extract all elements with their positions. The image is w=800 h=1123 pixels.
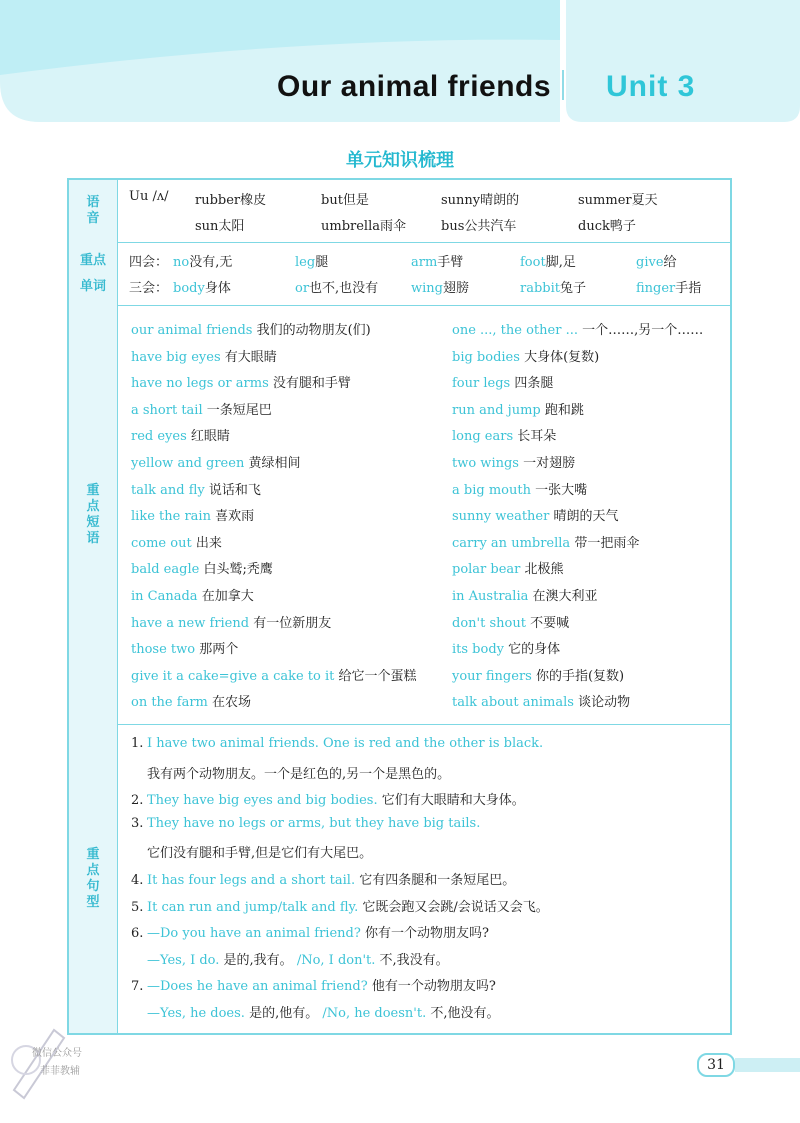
key-sentences-content xyxy=(117,724,730,1033)
sentence-chinese: 他有一个动物朋友吗? xyxy=(371,979,496,995)
phrase-item xyxy=(452,399,584,418)
phrase-item xyxy=(452,452,575,471)
phrase-chinese: 有大眼睛 xyxy=(224,349,277,365)
phonics-word: sun太阳 xyxy=(195,219,245,234)
phrase-english: have big eyes xyxy=(131,349,221,365)
section-title: 单元知识梳理 xyxy=(346,150,454,171)
phrase-item xyxy=(452,505,619,524)
sentence-chinese: 它有四条腿和一条短尾巴。 xyxy=(359,873,516,888)
key-phrases-row xyxy=(69,305,730,725)
phrase-chinese: 我们的动物朋友(们) xyxy=(256,323,371,338)
sentence-english: /No, I don't. xyxy=(296,952,376,968)
sentence-english: —Do you have an animal friend? xyxy=(147,926,361,942)
phrase-chinese: 出来 xyxy=(195,535,222,551)
three-skills-label: 三会： xyxy=(129,281,169,296)
key-word: arm手臂 xyxy=(411,255,464,270)
phonics-row xyxy=(69,180,730,243)
phrase-item xyxy=(452,372,553,391)
phrase-chinese: 不要喊 xyxy=(530,615,570,631)
phrase-english: carry an umbrella xyxy=(452,535,571,551)
watermark xyxy=(4,1020,134,1110)
phrase-chinese: 四条腿 xyxy=(514,376,554,392)
phrase-chinese: 你的手指(复数) xyxy=(535,668,625,684)
key-words-row xyxy=(69,242,730,306)
phrase-english: our animal friends xyxy=(131,323,253,338)
phrase-chinese: 在澳大利亚 xyxy=(532,589,598,604)
phrase-english: have no legs or arms xyxy=(131,376,269,392)
phrase-english: polar bear xyxy=(452,562,521,578)
phrase-chinese: 一条短尾巴 xyxy=(206,402,272,418)
phrase-english: big bodies xyxy=(452,349,520,365)
watermark-line2: 菲菲教辅 xyxy=(40,1066,80,1077)
phrase-english: in Australia xyxy=(452,589,529,604)
sentence-line: 7. —Does he have an animal friend? 他有一个动物朋友吗? xyxy=(131,979,496,995)
phrase-english: four legs xyxy=(452,376,511,392)
key-word: no没有,无 xyxy=(173,255,233,270)
phrase-english: a short tail xyxy=(131,402,203,418)
key-word: foot脚,足 xyxy=(520,255,576,270)
phrase-english: have a new friend xyxy=(131,615,250,631)
phrase-english: long ears xyxy=(452,429,514,445)
key-word: finger手指 xyxy=(636,281,702,296)
sentence-line xyxy=(131,949,449,968)
page-number-bar xyxy=(735,1058,800,1072)
page-number: 31 xyxy=(697,1053,735,1077)
phrase-chinese: 一对翅膀 xyxy=(523,456,576,471)
phrase-english: run and jump xyxy=(452,402,541,418)
sentence-english: They have big eyes and big bodies. xyxy=(147,793,378,809)
sentence-chinese: 不,他没有。 xyxy=(430,1006,500,1021)
phrase-english: yellow and green xyxy=(131,456,245,471)
sentence-english: —Yes, I do. xyxy=(147,952,220,968)
sentence-line: 5. It can run and jump/talk and fly. 它既会跑又会跳/会说话又会飞。 xyxy=(131,899,549,915)
phrase-item xyxy=(131,452,300,471)
phrase-chinese: 红眼睛 xyxy=(190,429,230,445)
phrase-item xyxy=(452,479,587,498)
phrase-english: in Canada xyxy=(131,589,198,604)
sentence-chinese: 它们没有腿和手臂,但是它们有大尾巴。 xyxy=(147,846,373,862)
phrase-item xyxy=(131,319,371,338)
phrase-item xyxy=(131,479,261,498)
phrase-item xyxy=(452,585,598,604)
phrase-item xyxy=(452,665,624,684)
phrase-chinese: 北极熊 xyxy=(524,562,564,578)
phonics-word: umbrella雨伞 xyxy=(321,219,407,234)
phonics-word: summer夏天 xyxy=(578,193,658,208)
sentence-english: It can run and jump/talk and fly. xyxy=(147,899,359,915)
phrase-chinese: 喜欢雨 xyxy=(215,509,255,525)
phrase-item xyxy=(452,319,703,338)
phrase-chinese: 那两个 xyxy=(199,642,239,658)
phrase-chinese: 黄绿相间 xyxy=(248,456,301,471)
phrase-english: talk about animals xyxy=(452,695,574,711)
sentence-english: /No, he doesn't. xyxy=(322,1006,427,1021)
phrase-chinese: 在加拿大 xyxy=(201,589,254,604)
sentence-chinese: 是的,我有。 xyxy=(223,952,293,968)
phrase-chinese: 有一位新朋友 xyxy=(253,615,332,631)
key-word: body身体 xyxy=(173,281,231,296)
key-words-label: 重点 单词 xyxy=(69,242,118,305)
phrase-chinese: 在农场 xyxy=(212,695,252,711)
phrase-chinese: 长耳朵 xyxy=(517,429,557,445)
page-header xyxy=(0,0,800,130)
phrase-item xyxy=(131,425,230,444)
key-word: give给 xyxy=(636,255,677,270)
sentence-line xyxy=(131,763,450,782)
phonics-word: rubber橡皮 xyxy=(195,193,267,208)
phrase-item xyxy=(131,558,273,577)
phrase-english: talk and fly xyxy=(131,482,205,498)
unit-number: Unit 3 xyxy=(606,70,696,103)
phrase-chinese: 大身体(复数) xyxy=(524,349,600,365)
phrase-item xyxy=(452,638,560,657)
phrase-english: don't shout xyxy=(452,615,526,631)
watermark-line1: 微信公众号 xyxy=(32,1048,82,1059)
phrase-english: sunny weather xyxy=(452,509,550,525)
phrase-english: its body xyxy=(452,642,504,658)
header-background xyxy=(0,0,800,130)
phrase-chinese: 晴朗的天气 xyxy=(553,509,619,525)
sentence-chinese: 它既会跑又会跳/会说话又会飞。 xyxy=(362,899,549,915)
phrase-item xyxy=(452,558,564,577)
phrase-english: a big mouth xyxy=(452,482,531,498)
phrase-english: on the farm xyxy=(131,695,208,711)
key-word: wing翅膀 xyxy=(411,281,469,296)
key-phrases-label: 重 点 短 语 xyxy=(69,305,118,724)
phrase-item xyxy=(131,399,272,418)
phonics-label: 语 音 xyxy=(69,180,118,242)
sentence-chinese: 我有两个动物朋友。一个是红色的,另一个是黑色的。 xyxy=(147,766,451,782)
phonics-rule: Uu /ʌ/ xyxy=(129,189,169,204)
phrase-english: give it a cake=give a cake to it xyxy=(131,668,335,684)
phrase-english: come out xyxy=(131,535,192,551)
key-phrases-content xyxy=(117,305,730,724)
sentence-english: I have two animal friends. One is red and the other is black. xyxy=(147,736,544,751)
key-sentences-row xyxy=(69,724,730,1033)
unit-title: Our animal friends xyxy=(277,70,552,103)
sentence-line: 4. It has four legs and a short tail. 它有四条腿和一条短尾巴。 xyxy=(131,873,516,888)
sentence-line: 2. They have big eyes and big bodies. 它们有大眼睛和大身体。 xyxy=(131,793,525,809)
phrase-item xyxy=(452,346,599,365)
phrase-item xyxy=(452,691,630,710)
phrase-chinese: 白头鹫;秃鹰 xyxy=(203,562,273,578)
phrase-item xyxy=(452,532,639,551)
phrase-chinese: 带一把雨伞 xyxy=(574,535,640,551)
phrase-english: like the rain xyxy=(131,509,211,525)
sentence-line xyxy=(131,1002,500,1021)
sentence-chinese: 是的,他有。 xyxy=(249,1006,319,1021)
phrase-chinese: 它的身体 xyxy=(508,642,561,658)
phrase-english: bald eagle xyxy=(131,562,200,578)
phrase-english: one ..., the other ... xyxy=(452,323,578,338)
sentence-chinese: 不,我没有。 xyxy=(379,952,449,968)
phrase-chinese: 谈论动物 xyxy=(578,695,631,711)
phrase-chinese: 跑和跳 xyxy=(544,402,584,418)
phrase-chinese: 说话和飞 xyxy=(208,482,261,498)
phonics-word: sunny晴朗的 xyxy=(441,193,520,208)
key-word: rabbit兔子 xyxy=(520,281,587,296)
phonics-word: duck鸭子 xyxy=(578,219,636,234)
sentence-line xyxy=(131,842,372,861)
phrase-english: red eyes xyxy=(131,429,187,445)
key-words-content xyxy=(117,242,730,305)
phrase-item xyxy=(131,612,331,631)
sentence-line: 3. They have no legs or arms, but they have big tails. xyxy=(131,815,481,831)
phrase-item xyxy=(131,372,351,391)
phrase-english: two wings xyxy=(452,456,519,471)
phrase-chinese: 给它一个蛋糕 xyxy=(338,668,417,684)
sentence-english: It has four legs and a short tail. xyxy=(147,873,356,888)
sentence-chinese: 它们有大眼睛和大身体。 xyxy=(381,793,525,809)
phrase-english: those two xyxy=(131,642,196,658)
phrase-english: your fingers xyxy=(452,668,532,684)
pencil-icon xyxy=(4,1020,74,1100)
phrase-item xyxy=(131,585,254,604)
phrase-chinese: 没有腿和手臂 xyxy=(272,376,351,392)
four-skills-label: 四会： xyxy=(129,255,169,270)
key-sentences-label: 重 点 句 型 xyxy=(69,724,118,1033)
phrase-item xyxy=(452,425,556,444)
phonics-content xyxy=(117,180,730,242)
phrase-item xyxy=(131,505,254,524)
phonics-word: but但是 xyxy=(321,193,369,208)
phrase-item xyxy=(131,638,238,657)
knowledge-table xyxy=(67,178,732,1035)
sentence-english: They have no legs or arms, but they have big tails. xyxy=(147,815,481,831)
phrase-item xyxy=(131,665,417,684)
sentence-line: 1. I have two animal friends. One is red and the other is black. xyxy=(131,736,544,751)
sentence-chinese: 你有一个动物朋友吗? xyxy=(364,926,489,942)
key-word: leg腿 xyxy=(295,255,329,270)
phrase-item xyxy=(131,346,277,365)
sentence-english: —Does he have an animal friend? xyxy=(147,979,368,995)
phrase-item xyxy=(452,612,569,631)
sentence-line: 6. —Do you have an animal friend? 你有一个动物朋友吗? xyxy=(131,926,489,942)
phrase-item xyxy=(131,691,251,710)
sentence-english: —Yes, he does. xyxy=(147,1006,245,1021)
phrase-item xyxy=(131,532,222,551)
phrase-chinese: 一个……,另一个…… xyxy=(582,323,704,338)
phonics-word: bus公共汽车 xyxy=(441,219,517,234)
phrase-chinese: 一张大嘴 xyxy=(535,482,588,498)
key-word: or也不,也没有 xyxy=(295,281,379,296)
